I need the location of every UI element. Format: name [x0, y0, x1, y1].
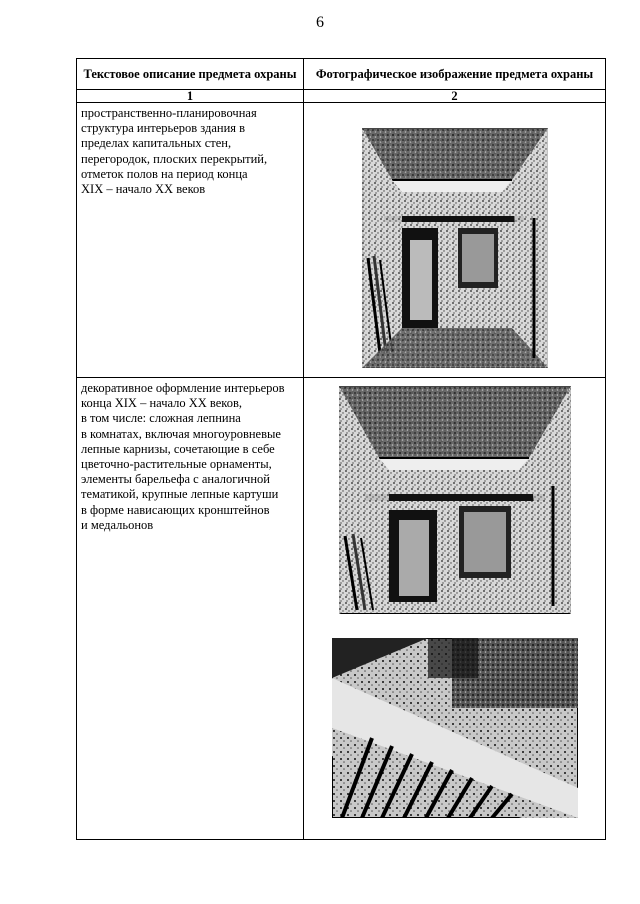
photo-cell: [304, 103, 606, 378]
header-text-description: Текстовое описание предмета охраны: [77, 59, 304, 90]
column-number-1: 1: [77, 90, 304, 103]
header-photo-image: Фотографическое изображение предмета охраны: [304, 59, 606, 90]
column-number-2: 2: [304, 90, 606, 103]
table-row: [77, 103, 606, 378]
description-cell: [77, 103, 304, 378]
page-number: 6: [316, 14, 324, 31]
photo-cell: [304, 378, 606, 840]
column-number-row: [77, 90, 606, 103]
photo-interior-room-2: [339, 386, 571, 614]
photo-stucco-cornice-detail: [332, 638, 578, 818]
table-row: [77, 378, 606, 840]
description-cell: [77, 378, 304, 840]
photo-interior-room-1: [362, 128, 548, 368]
protection-subject-table: [76, 58, 606, 840]
description-text: декоративное оформление интерьеров конца XIX – начало XX веков, в том числе: сложная лепнина в комнатах, включая многоуровневые лепные карнизы, сочетающие в себе цветочно-растительные орнаменты, элементы барельефа с аналогичной тематикой, крупные лепные картуши в форме нависающих кронштейнов и медальонов: [81, 381, 285, 532]
description-text: пространственно-планировочная структура интерьеров здания в пределах капитальных стен, перегородок, плоских перекрытий, отметок полов на период конца XIX – начало XX веков: [81, 106, 268, 197]
table-header-row: [77, 59, 606, 90]
